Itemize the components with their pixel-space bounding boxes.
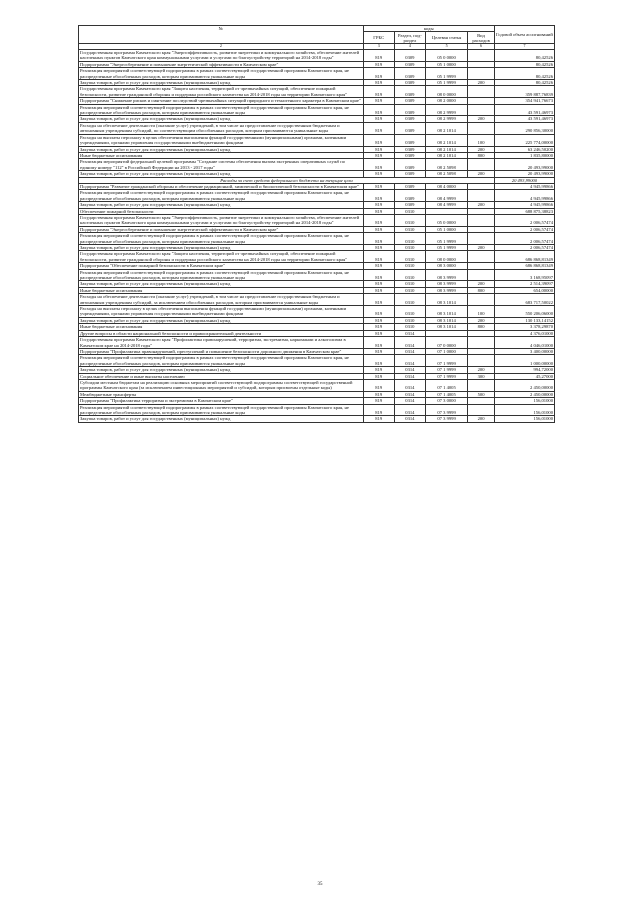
section-cell: 0310 (394, 233, 425, 245)
target-cell: 08 2 1014 (425, 122, 467, 134)
amount-cell: 2 450,00000 (494, 391, 554, 397)
grbs-cell: 819 (363, 404, 394, 416)
grbs-cell: 819 (363, 398, 394, 404)
amount-cell: 63 246,50200 (494, 146, 554, 152)
item-name: Подпрограмма "Обеспечение пожарной безопасности в Камчатском крае" (79, 263, 364, 269)
item-name: Субсидии местным бюджетам на реализацию основных мероприятий соответствующей подпрограммы соответствующей государственной программы Камчатского края (за исключением инвестиционных мероприятий и субсидий, которым присвоены отдельные коды) (79, 379, 364, 391)
item-name: Закупка товаров, работ и услуг для государственных (муниципальных) нужд (79, 281, 364, 287)
amount-cell: 683 717,50022 (494, 294, 554, 306)
section-cell: 0309 (394, 80, 425, 86)
target-cell: 08 3 9999 (425, 281, 467, 287)
item-name: Реализация мероприятий соответствующей подпрограммы в рамках соответствующей государственной программы Камчатского края, не распределенные обособленных расходов, которым присваиваются уникальные коды (79, 404, 364, 416)
section-cell: 0309 (394, 146, 425, 152)
target-cell: 08 3 1014 (425, 324, 467, 330)
type-cell (468, 404, 495, 416)
target-cell: 07 3 9999 (425, 404, 467, 416)
target-cell: 07 3 9999 (425, 416, 467, 422)
target-cell: 08 4 9999 (425, 190, 467, 202)
target-col-header: Целевая статья (425, 32, 467, 44)
amount-cell: 4 945,99866 (494, 202, 554, 208)
grbs-cell: 819 (363, 281, 394, 287)
grbs-cell: 819 (363, 251, 394, 263)
amount-cell: 688 875,38823 (494, 208, 554, 214)
target-cell: 07 1 9999 (425, 355, 467, 367)
item-name: Закупка товаров, работ и услуг для государственных (муниципальных) нужд (79, 116, 364, 122)
item-name: Закупка товаров, работ и услуг для государственных (муниципальных) нужд (79, 317, 364, 323)
item-name: Реализация мероприятий соответствующей подпрограммы в рамках соответствующей государственной программы Камчатского края, не распределенные обособленных расходов, которым присваиваются уникальные коды (79, 269, 364, 281)
section-cell: 0310 (394, 263, 425, 269)
item-name: Подпрограмма "Профилактика терроризма и экстремизма в Камчатском крае" (79, 398, 364, 404)
grbs-cell: 819 (363, 391, 394, 397)
grbs-cell: 819 (363, 373, 394, 379)
section-cell: 0309 (394, 116, 425, 122)
target-cell: 07 3 0000 (425, 398, 467, 404)
type-cell: 200 (468, 367, 495, 373)
section-cell: 0314 (394, 348, 425, 354)
amount-cell: 686 868,81349 (494, 263, 554, 269)
target-cell: 08 3 0000 (425, 263, 467, 269)
amount-cell: 3 168,95097 (494, 269, 554, 281)
section-cell: 0310 (394, 245, 425, 251)
table-row (79, 190, 555, 202)
item-name: Реализация мероприятий соответствующей подпрограммы в рамках соответствующей государственной программы Камчатского края, не распределенные обособленных расходов, которым присваиваются уникальные коды (79, 233, 364, 245)
section-cell: 0309 (394, 171, 425, 177)
item-name: Социальное обеспечение и иные выплаты населению (79, 373, 364, 379)
amount-cell: 45,27000 (494, 373, 554, 379)
amount-cell: 686 868,81349 (494, 251, 554, 263)
section-cell: 0310 (394, 294, 425, 306)
amount-cell: 80,42526 (494, 50, 554, 62)
target-cell: 05 1 9999 (425, 233, 467, 245)
grbs-cell: 819 (363, 208, 394, 214)
type-cell (468, 269, 495, 281)
table-row (79, 251, 555, 263)
section-cell: 0314 (394, 355, 425, 367)
target-cell: 08 2 5098 (425, 159, 467, 171)
type-cell: 200 (468, 416, 495, 422)
target-cell: 05 1 9999 (425, 245, 467, 251)
type-cell (468, 122, 495, 134)
target-cell: 05 1 0000 (425, 226, 467, 232)
table-row (79, 306, 555, 318)
item-name: Другие вопросы в области национальной безопасности и правоохранительной деятельности (79, 330, 364, 336)
amount-cell: 994,72000 (494, 367, 554, 373)
amount-cell: 4 046,01000 (494, 337, 554, 349)
target-cell: 08 3 9999 (425, 287, 467, 293)
grbs-cell: 819 (363, 226, 394, 232)
number-col-header: № (79, 26, 364, 44)
amount-cell: 654,00000 (494, 287, 554, 293)
grbs-cell: 819 (363, 202, 394, 208)
target-cell: 07 1 4005 (425, 379, 467, 391)
section-cell: 0309 (394, 159, 425, 171)
table-row (79, 68, 555, 80)
item-name: Иные бюджетные ассигнования (79, 152, 364, 158)
grbs-cell: 819 (363, 367, 394, 373)
amount-cell: 225 774,00000 (494, 134, 554, 146)
amount-cell: 1 835,80000 (494, 152, 554, 158)
grbs-cell: 819 (363, 306, 394, 318)
amount-cell: 1 000,00000 (494, 355, 554, 367)
target-cell: 08 3 1014 (425, 317, 467, 323)
amount-cell: 43 591,46973 (494, 116, 554, 122)
column-index: 3 (363, 44, 394, 50)
type-cell (468, 379, 495, 391)
grbs-cell: 819 (363, 190, 394, 202)
item-name: Государственная программа Камчатского края "Профилактика правонарушений, терроризма, экстремизма, наркомании и алкоголизма в Камчатском крае на 2014-2018 годы" (79, 337, 364, 349)
amount-cell: 20 493,99000 (494, 177, 554, 183)
type-cell: 300 (468, 373, 495, 379)
section-cell: 0310 (394, 324, 425, 330)
section-cell: 0314 (394, 367, 425, 373)
section-col-header: Раздел, под-раздел (394, 32, 425, 44)
grbs-cell: 819 (363, 152, 394, 158)
item-name: Государственная программа Камчатского края "Защита населения, территорий от чрезвычайных ситуаций, обеспечение пожарной безопасности, развитие гражданской обороны и поддержка российского казачества на 2014-2018 годы на территории Камчатского края" (79, 86, 364, 98)
page-number: 35 (317, 882, 323, 887)
item-name: Подпрограмма "Профилактика правонарушений, преступлений и повышение безопасности дорожного движения в Камчатском крае" (79, 348, 364, 354)
target-cell: 08 2 5098 (425, 171, 467, 177)
amount-cell: 2 006,57474 (494, 245, 554, 251)
section-cell: 0314 (394, 330, 425, 336)
section-cell: 0314 (394, 373, 425, 379)
grbs-cell: 819 (363, 159, 394, 171)
grbs-cell: 819 (363, 98, 394, 104)
section-cell: 0309 (394, 104, 425, 116)
item-name: Межбюджетные трансферты (79, 391, 364, 397)
amount-cell: 2 006,57474 (494, 233, 554, 245)
table-header (79, 26, 555, 50)
grbs-cell: 819 (363, 416, 394, 422)
type-cell (468, 294, 495, 306)
budget-table (78, 25, 555, 423)
item-name: Государственная программа Камчатского края "Защита населения, территорий от чрезвычайных ситуаций, обеспечение пожарной безопасности, развитие гражданской обороны и поддержка российского казачества на 2014-2018 годы на территории Камчатского края" (79, 251, 364, 263)
note-text: Расходы за счет средств федерального бюджета на текущие цели (79, 177, 495, 183)
amount-cell: 130 133,14152 (494, 317, 554, 323)
amount-cell: 2 006,57474 (494, 214, 554, 226)
target-cell: 08 0 0000 (425, 86, 467, 98)
target-cell: 08 2 9999 (425, 116, 467, 122)
type-cell: 800 (468, 152, 495, 158)
column-index: 4 (394, 44, 425, 50)
table-row (79, 86, 555, 98)
target-cell: 07 1 9999 (425, 373, 467, 379)
section-cell: 0310 (394, 208, 425, 214)
target-cell: 08 4 0000 (425, 183, 467, 189)
type-cell: 200 (468, 245, 495, 251)
table-row (79, 233, 555, 245)
grbs-col-header: ГРБС (363, 32, 394, 44)
column-index: 7 (494, 44, 554, 50)
target-cell: 08 4 9999 (425, 202, 467, 208)
section-cell: 0310 (394, 226, 425, 232)
grbs-cell: 819 (363, 337, 394, 349)
section-cell: 0314 (394, 379, 425, 391)
target-cell: 05 1 0000 (425, 61, 467, 67)
grbs-cell: 819 (363, 134, 394, 146)
item-name: Реализация мероприятий федеральной целевой программы "Создание системы обеспечения вызова экстренных оперативных служб по единому номеру "112" в Российской Федерации на 2013 - 2017 годы" (79, 159, 364, 171)
grbs-cell: 819 (363, 324, 394, 330)
item-name: Расходы на выплаты персоналу в целях обеспечения выполнения функций государственными (муниципальными) органами, казенными учреждениями, органами управления государственными внебюджетными фондами (79, 306, 364, 318)
section-cell: 0310 (394, 251, 425, 263)
grbs-cell: 819 (363, 287, 394, 293)
grbs-cell: 819 (363, 245, 394, 251)
section-cell: 0309 (394, 98, 425, 104)
codes-group-header: коды (363, 26, 494, 32)
grbs-cell: 819 (363, 122, 394, 134)
amount-cell: 550 206,06000 (494, 306, 554, 318)
table-row (79, 214, 555, 226)
amount-cell: 2 006,57474 (494, 226, 554, 232)
type-cell (468, 50, 495, 62)
type-cell (468, 251, 495, 263)
amount-cell: 2 450,00000 (494, 379, 554, 391)
table-row (79, 50, 555, 62)
section-cell: 0310 (394, 306, 425, 318)
target-cell: 08 3 1014 (425, 294, 467, 306)
section-cell: 0310 (394, 269, 425, 281)
grbs-cell: 819 (363, 330, 394, 336)
item-name: Закупка товаров, работ и услуг для государственных (муниципальных) нужд (79, 171, 364, 177)
item-name: Закупка товаров, работ и услуг для государственных (муниципальных) нужд (79, 245, 364, 251)
grbs-cell: 819 (363, 116, 394, 122)
grbs-cell: 819 (363, 183, 394, 189)
item-name: Подпрограмма "Энергосбережение и повышение энергетической эффективности в Камчатском крае" (79, 61, 364, 67)
type-cell (468, 337, 495, 349)
target-cell: 08 2 1014 (425, 134, 467, 146)
item-name: Закупка товаров, работ и услуг для государственных (муниципальных) нужд (79, 202, 364, 208)
type-cell: 200 (468, 281, 495, 287)
target-cell: 05 1 9999 (425, 80, 467, 86)
amount-cell: 359 887,76839 (494, 86, 554, 98)
amount-cell: 290 856,30000 (494, 122, 554, 134)
target-cell: 08 3 9999 (425, 269, 467, 281)
table-row (79, 404, 555, 416)
item-name: Подпрограмма "Развитие гражданской обороны и обеспечение радиационной, химической и биологической безопасности в Камчатском крае" (79, 183, 364, 189)
item-name: Реализация мероприятий соответствующей подпрограммы в рамках соответствующей государственной программы Камчатского края, не распределенные обособленных расходов, которым присваиваются уникальные коды (79, 68, 364, 80)
item-name: Государственная программа Камчатского края "Энергоэффективность, развитие энергетики и коммунального хозяйства, обеспечение жителей населенных пунктов Камчатского края коммунальными услугами и услугами по благоустройству территорий на 2014-2018 годы" (79, 50, 364, 62)
section-cell: 0309 (394, 202, 425, 208)
target-cell: 08 0 0000 (425, 251, 467, 263)
section-cell: 0309 (394, 190, 425, 202)
table-row (79, 355, 555, 367)
target-cell: 05 0 0000 (425, 50, 467, 62)
amount-cell: 3 400,00000 (494, 348, 554, 354)
type-cell (468, 104, 495, 116)
table-body (79, 50, 555, 423)
grbs-cell: 819 (363, 233, 394, 245)
grbs-cell: 819 (363, 214, 394, 226)
grbs-cell: 819 (363, 355, 394, 367)
column-index: 2 (79, 44, 364, 50)
table-row (79, 104, 555, 116)
type-cell (468, 233, 495, 245)
section-cell: 0314 (394, 337, 425, 349)
amount-cell: 4 376,01000 (494, 330, 554, 336)
type-cell: 800 (468, 287, 495, 293)
table-row (79, 337, 555, 349)
item-name: Реализация мероприятий соответствующей подпрограммы в рамках соответствующей государственной программы Камчатского края, не распределенные обособленных расходов, которым присваиваются уникальные коды (79, 355, 364, 367)
item-name: Подпрограмма "Снижение рисков и смягчение последствий чрезвычайных ситуаций природного и техногенного характера в Камчатском крае" (79, 98, 364, 104)
grbs-cell: 819 (363, 317, 394, 323)
grbs-cell: 819 (363, 50, 394, 62)
amount-cell: 3 378,29870 (494, 324, 554, 330)
grbs-cell: 819 (363, 348, 394, 354)
target-cell: 07 1 0000 (425, 348, 467, 354)
amount-cell: 43 591,46973 (494, 104, 554, 116)
column-index: 5 (425, 44, 467, 50)
table-row (79, 379, 555, 391)
section-cell: 0309 (394, 134, 425, 146)
amount-cell: 156,01000 (494, 416, 554, 422)
item-name: Подпрограмма "Энергосбережение и повышение энергетической эффективности в Камчатском крае" (79, 226, 364, 232)
section-cell: 0309 (394, 50, 425, 62)
item-name: Закупка товаров, работ и услуг для государственных (муниципальных) нужд (79, 80, 364, 86)
target-cell: 08 2 1014 (425, 146, 467, 152)
type-cell: 100 (468, 134, 495, 146)
amount-cell: 80,42526 (494, 61, 554, 67)
target-cell: 05 0 0000 (425, 214, 467, 226)
amount-col-header: Годовой объем ассигнований (494, 26, 554, 44)
section-cell: 0309 (394, 86, 425, 98)
amount-cell: 156,01000 (494, 404, 554, 416)
table-row (79, 294, 555, 306)
grbs-cell: 819 (363, 104, 394, 116)
amount-cell: 2 514,39097 (494, 281, 554, 287)
amount-cell: 4 945,99866 (494, 183, 554, 189)
section-cell: 0309 (394, 122, 425, 134)
table-row (79, 416, 555, 422)
grbs-cell: 819 (363, 80, 394, 86)
target-cell: 05 1 9999 (425, 68, 467, 80)
type-cell: 200 (468, 317, 495, 323)
grbs-cell: 819 (363, 146, 394, 152)
type-cell: 100 (468, 306, 495, 318)
item-name: Иные бюджетные ассигнования (79, 324, 364, 330)
column-index: 6 (468, 44, 495, 50)
grbs-cell: 819 (363, 379, 394, 391)
section-cell: 0310 (394, 281, 425, 287)
grbs-cell: 819 (363, 61, 394, 67)
amount-cell: 20 493,99000 (494, 159, 554, 171)
item-name: Закупка товаров, работ и услуг для государственных (муниципальных) нужд (79, 146, 364, 152)
table-row (79, 159, 555, 171)
target-cell: 08 2 1014 (425, 152, 467, 158)
target-cell: 07 1 9999 (425, 367, 467, 373)
section-cell: 0309 (394, 61, 425, 67)
item-name: Государственная программа Камчатского края "Энергоэффективность, развитие энергетики и коммунального хозяйства, обеспечение жителей населенных пунктов Камчатского края коммунальными услугами и услугами по благоустройству территорий на 2014-2018 годы" (79, 214, 364, 226)
item-name: Расходы на выплаты персоналу в целях обеспечения выполнения функций государственными (муниципальными) органами, казенными учреждениями, органами управления государственными внебюджетными фондами (79, 134, 364, 146)
target-cell: 08 2 0000 (425, 98, 467, 104)
target-cell: 08 3 1014 (425, 306, 467, 318)
section-cell: 0310 (394, 317, 425, 323)
section-cell: 0309 (394, 68, 425, 80)
item-name: Расходы на обеспечение деятельности (оказание услуг) учреждений, в том числе на предоставление государственным бюджетным и автономным учреждениям субсидий, за исключением обособленных расходов, которым присваиваются уникальные коды (79, 294, 364, 306)
section-cell: 0310 (394, 214, 425, 226)
amount-cell: 80,42526 (494, 68, 554, 80)
section-cell: 0314 (394, 398, 425, 404)
item-name: Реализация мероприятий соответствующей подпрограммы в рамках соответствующей государственной программы Камчатского края, не распределенные обособленных расходов, которым присваиваются уникальные коды (79, 190, 364, 202)
section-cell: 0314 (394, 416, 425, 422)
item-name: Расходы на обеспечение деятельности (оказание услуг) учреждений, в том числе на предоставление государственным бюджетным и автономным учреждениям субсидий, по соответствующим обособленных расходов, которым присваиваются уникальные коды (79, 122, 364, 134)
type-cell: 200 (468, 116, 495, 122)
type-cell (468, 190, 495, 202)
target-cell: 07 1 4005 (425, 391, 467, 397)
type-cell: 800 (468, 324, 495, 330)
type-cell (468, 355, 495, 367)
grbs-cell: 819 (363, 86, 394, 98)
section-cell: 0309 (394, 152, 425, 158)
item-name: Закупка товаров, работ и услуг для государственных (муниципальных) нужд (79, 367, 364, 373)
grbs-cell: 819 (363, 269, 394, 281)
section-cell: 0314 (394, 404, 425, 416)
grbs-cell: 819 (363, 294, 394, 306)
amount-cell: 20 493,99000 (494, 171, 554, 177)
item-name: Закупка товаров, работ и услуг для государственных (муниципальных) нужд (79, 416, 364, 422)
grbs-cell: 819 (363, 263, 394, 269)
amount-cell: 354 941,76673 (494, 98, 554, 104)
type-cell: 200 (468, 171, 495, 177)
type-cell (468, 159, 495, 171)
table-row (79, 122, 555, 134)
amount-cell: 80,42526 (494, 80, 554, 86)
type-cell: 500 (468, 391, 495, 397)
section-cell: 0314 (394, 391, 425, 397)
type-cell (468, 214, 495, 226)
type-col-header: Вид расходов (468, 32, 495, 44)
table-row (79, 269, 555, 281)
type-cell: 200 (468, 202, 495, 208)
amount-cell: 4 945,99866 (494, 190, 554, 202)
type-cell: 200 (468, 80, 495, 86)
table-row (79, 134, 555, 146)
item-name: Иные бюджетные ассигнования (79, 287, 364, 293)
type-cell (468, 68, 495, 80)
type-cell: 200 (468, 146, 495, 152)
type-cell (468, 86, 495, 98)
section-cell: 0309 (394, 183, 425, 189)
target-cell: 08 2 9999 (425, 104, 467, 116)
item-name: Обеспечение пожарной безопасности (79, 208, 364, 214)
grbs-cell: 819 (363, 68, 394, 80)
amount-cell: 156,01000 (494, 398, 554, 404)
target-cell: 07 0 0000 (425, 337, 467, 349)
section-cell: 0310 (394, 287, 425, 293)
grbs-cell: 819 (363, 171, 394, 177)
item-name: Реализация мероприятий соответствующей подпрограммы в рамках соответствующей государственной программы Камчатского края, не распределенные обособленных расходов, которым присваиваются уникальные коды (79, 104, 364, 116)
